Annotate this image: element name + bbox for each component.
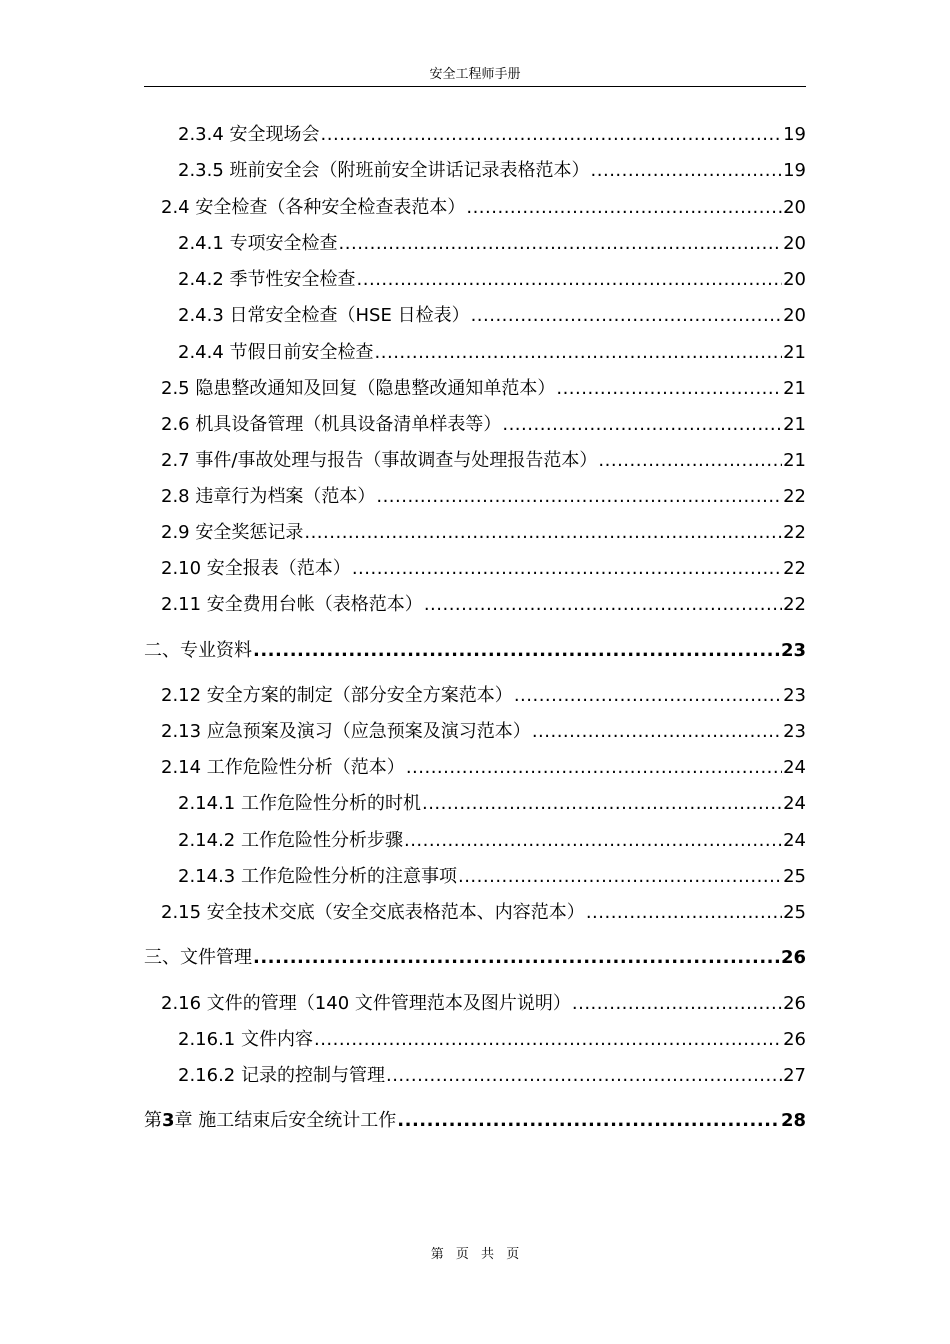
toc-entry-page: 21	[783, 450, 806, 471]
toc-entry-title: 2.12 安全方案的制定（部分安全方案范本）	[161, 685, 513, 706]
toc-entry-page: 25	[783, 866, 806, 887]
toc-entry-title: 2.9 安全奖惩记录	[161, 522, 304, 543]
toc-entry-page: 24	[783, 830, 806, 851]
toc-entry-page: 23	[783, 721, 806, 742]
toc-entry-title: 2.14.1 工作危险性分析的时机	[178, 793, 421, 814]
toc-entry[interactable]	[161, 721, 806, 743]
toc-entry[interactable]	[161, 450, 806, 472]
toc-leader-dots	[458, 866, 782, 888]
toc-entry-title	[144, 1110, 396, 1132]
toc-entry-page: 24	[783, 793, 806, 814]
toc-leader-dots	[514, 685, 782, 707]
toc-leader-dots	[314, 1029, 782, 1051]
toc-entry[interactable]	[161, 522, 806, 544]
toc-entry[interactable]	[161, 486, 806, 508]
toc-leader-dots	[376, 486, 782, 508]
toc-entry[interactable]	[178, 830, 806, 852]
toc-entry[interactable]	[178, 269, 806, 291]
toc-entry-title: 2.10 安全报表（范本）	[161, 558, 351, 579]
toc-entry[interactable]	[161, 378, 806, 400]
toc-entry-title: 三、文件管理	[144, 947, 252, 968]
toc-entry[interactable]	[161, 558, 806, 580]
toc-entry[interactable]	[178, 160, 806, 182]
toc-entry-page: 26	[780, 947, 806, 968]
toc-entry-title: 2.4.1 专项安全检查	[178, 233, 338, 254]
toc-entry[interactable]	[178, 866, 806, 888]
toc-leader-dots	[253, 640, 780, 662]
toc-leader-dots	[253, 947, 780, 969]
toc-entry-title: 2.11 安全费用台帐（表格范本）	[161, 594, 423, 615]
toc-leader-dots	[572, 993, 782, 1015]
toc-entry[interactable]	[161, 414, 806, 436]
toc-entry-page: 22	[783, 486, 806, 507]
toc-entry-page: 25	[783, 902, 806, 923]
toc-leader-dots	[422, 793, 782, 815]
toc-entry-title: 2.14.3 工作危险性分析的注意事项	[178, 866, 457, 887]
toc-entry-page: 24	[783, 757, 806, 778]
toc-leader-dots	[466, 197, 782, 219]
toc-leader-dots	[598, 450, 782, 472]
toc-entry-title: 2.7 事件/事故处理与报告（事故调查与处理报告范本）	[161, 450, 598, 471]
toc-entry-title: 2.4.2 季节性安全检查	[178, 269, 356, 290]
toc-entry-title: 2.4.3 日常安全检查（HSE 日检表）	[178, 305, 470, 326]
toc-entry-title: 2.15 安全技术交底（安全交底表格范本、内容范本）	[161, 902, 585, 923]
toc-entry[interactable]	[161, 685, 806, 707]
toc-entry-page: 22	[783, 522, 806, 543]
toc-entry-page: 21	[783, 378, 806, 399]
toc-entry-title: 2.3.5 班前安全会（附班前安全讲话记录表格范本）	[178, 160, 590, 181]
toc-leader-dots	[591, 160, 783, 182]
chapter-title: 章 施工结束后安全统计工作	[174, 1110, 397, 1131]
toc-entry-page: 20	[783, 305, 806, 326]
toc-entry[interactable]	[178, 793, 806, 815]
toc-entry-title: 2.6 机具设备管理（机具设备清单样表等）	[161, 414, 502, 435]
toc-leader-dots	[397, 1110, 780, 1132]
page-header-title: 安全工程师手册	[429, 67, 521, 82]
toc-leader-dots	[404, 830, 782, 852]
toc-entry-title: 2.4 安全检查（各种安全检查表范本）	[161, 197, 466, 218]
toc-entry[interactable]	[161, 902, 806, 924]
toc-entry[interactable]	[161, 594, 806, 616]
chapter-number: 3	[162, 1110, 175, 1131]
toc-entry-title: 2.16 文件的管理（140 文件管理范本及图片说明）	[161, 993, 571, 1014]
toc-entry-title: 2.16.1 文件内容	[178, 1029, 313, 1050]
toc-entry-page: 20	[783, 233, 806, 254]
toc-entry[interactable]	[161, 197, 806, 219]
toc-entry-page: 20	[783, 269, 806, 290]
toc-leader-dots	[304, 522, 782, 544]
toc-entry-page: 21	[783, 414, 806, 435]
toc-leader-dots	[586, 902, 782, 924]
toc-leader-dots	[321, 124, 783, 146]
toc-entry[interactable]	[178, 342, 806, 364]
toc-entry-title: 2.3.4 安全现场会	[178, 124, 320, 145]
toc-section-heading[interactable]	[144, 640, 806, 662]
chapter-prefix: 第	[144, 1110, 162, 1131]
toc-entry-page: 23	[780, 640, 806, 661]
toc-leader-dots	[406, 757, 782, 779]
toc-entry-page: 28	[780, 1110, 806, 1131]
toc-entry-page: 22	[783, 594, 806, 615]
toc-entry-title: 2.5 隐患整改通知及回复（隐患整改通知单范本）	[161, 378, 556, 399]
toc-leader-dots	[352, 558, 782, 580]
toc-entry[interactable]	[178, 233, 806, 255]
toc-leader-dots	[502, 414, 782, 436]
toc-leader-dots	[339, 233, 783, 255]
toc-leader-dots	[386, 1065, 782, 1087]
toc-entry-page: 19	[783, 124, 806, 145]
toc-entry[interactable]	[178, 1029, 806, 1051]
toc-entry-page: 21	[783, 342, 806, 363]
toc-entry[interactable]	[178, 1065, 806, 1087]
toc-entry-title: 2.13 应急预案及演习（应急预案及演习范本）	[161, 721, 531, 742]
toc-leader-dots	[532, 721, 782, 743]
toc-entry-title: 2.14 工作危险性分析（范本）	[161, 757, 405, 778]
toc-entry-page: 26	[783, 1029, 806, 1050]
toc-entry-title: 2.4.4 节假日前安全检查	[178, 342, 374, 363]
toc-entry-title: 二、专业资料	[144, 640, 252, 661]
toc-entry-title: 2.8 违章行为档案（范本）	[161, 486, 376, 507]
toc-entry-page: 22	[783, 558, 806, 579]
toc-entry-page: 23	[783, 685, 806, 706]
toc-section-heading[interactable]	[144, 947, 806, 969]
toc-leader-dots	[375, 342, 783, 364]
toc-entry-title: 2.14.2 工作危险性分析步骤	[178, 830, 403, 851]
page-footer: 第 页 共 页	[430, 1247, 520, 1262]
toc-entry-page: 20	[783, 197, 806, 218]
toc-entry[interactable]	[178, 124, 806, 146]
toc-entry-page: 27	[783, 1065, 806, 1086]
toc-entry-page: 19	[783, 160, 806, 181]
toc-entry[interactable]	[161, 993, 806, 1015]
toc-leader-dots	[556, 378, 782, 400]
toc-leader-dots	[424, 594, 782, 616]
toc-entry-page: 26	[783, 993, 806, 1014]
toc-leader-dots	[357, 269, 783, 291]
toc-entry[interactable]	[161, 757, 806, 779]
toc-entry-title: 2.16.2 记录的控制与管理	[178, 1065, 385, 1086]
toc-entry[interactable]	[178, 305, 806, 327]
toc-leader-dots	[471, 305, 783, 327]
toc-chapter-heading[interactable]	[144, 1110, 806, 1132]
